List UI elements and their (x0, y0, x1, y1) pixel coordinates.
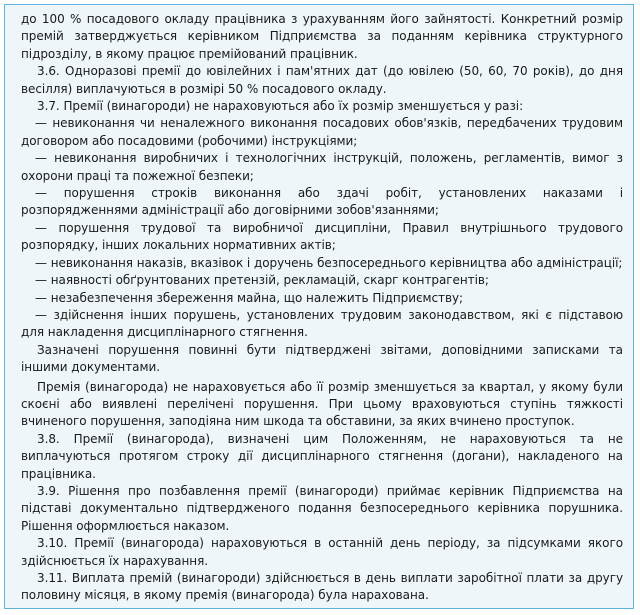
paragraph-quarter-reduction: Премія (винагорода) не нараховується або її розмір зменшується за квартал, у якому були скоєні або виявлені перелічені порушення. При цьому враховуються ступінь тяжкості вчиненого порушення, заподіяна ним шкода та обставини, за яких вчинено проступок. (21, 379, 623, 429)
paragraph-3-9: 3.9. Рішення про позбавлення премії (винагороди) приймає керівник Підприємства на підставі документально підтвердженого подання безпосереднього керівника порушника. Рішення оформлюється наказом. (21, 483, 623, 533)
document-panel (4, 4, 634, 609)
list-item: — невиконання наказів, вказівок і доручень безпосереднього керівництва або адміністрації; (35, 255, 623, 270)
paragraph-3-8: 3.8. Премії (винагорода), визначені цим Положенням, не нараховуються та не виплачуються протягом строку дії дисциплінарного стягнення (догани), накладеного на працівника. (21, 431, 623, 481)
paragraph-3-6: 3.6. Одноразові премії до ювілейних і пам'ятних дат (до ювілею (50, 60, 70 років), до дня весілля) виплачуються в розмірі 50 % посадового окладу. (21, 64, 623, 96)
list-item: — порушення строків виконання або здачі робіт, установлених наказами і розпорядженнями адміністрації або договірними зобов'язаннями; (21, 186, 623, 218)
paragraph-3-10: 3.10. Премії (винагорода) нараховуються в останній день періоду, за підсумками якого здійснюється їх нарахування. (21, 536, 623, 568)
paragraph-3-7: 3.7. Премії (винагороди) не нараховуються або їх розмір зменшується у разі: (37, 99, 524, 114)
list-item: — невиконання чи неналежного виконання посадових обов'язків, передбачених трудовим договором або посадовими (робочими) інструкціями; (21, 116, 623, 148)
list-item: — незабезпечення збереження майна, що належить Підприємству; (35, 290, 464, 305)
paragraph-violations-confirmed: Зазначені порушення повинні бути підтверджені звітами, доповідними записками та іншими документами. (21, 342, 623, 375)
paragraph-3-11: 3.11. Виплата премій (винагороди) здійснюється в день виплати заробітної плати за другу половину місяця, в якому премія (винагорода) була нарахована. (21, 571, 623, 603)
list-item: — наявності обґрунтованих претензій, рекламацій, скарг контрагентів; (35, 273, 489, 288)
paragraph-bonus-size: до 100 % посадового окладу працівника з урахуванням його зайнятості. Конкретний розмір премій затверджується керівником Підприємства за поданням керівника структурного підрозділу, в якому працює премійований працівник. (21, 12, 623, 61)
document-body (21, 11, 623, 605)
list-item: — порушення трудової та виробничої дисципліни, Правил внутрішнього трудового розпорядку, інших локальних нормативних актів; (21, 220, 623, 253)
list-item: — невиконання виробничих і технологічних інструкцій, положень, регламентів, вимог з охорони праці та пожежної безпеки; (21, 151, 623, 183)
list-item: — здійснення інших порушень, установлених трудовим законодавством, які є підставою для накладення дисциплінарного стягнення. (21, 307, 623, 340)
